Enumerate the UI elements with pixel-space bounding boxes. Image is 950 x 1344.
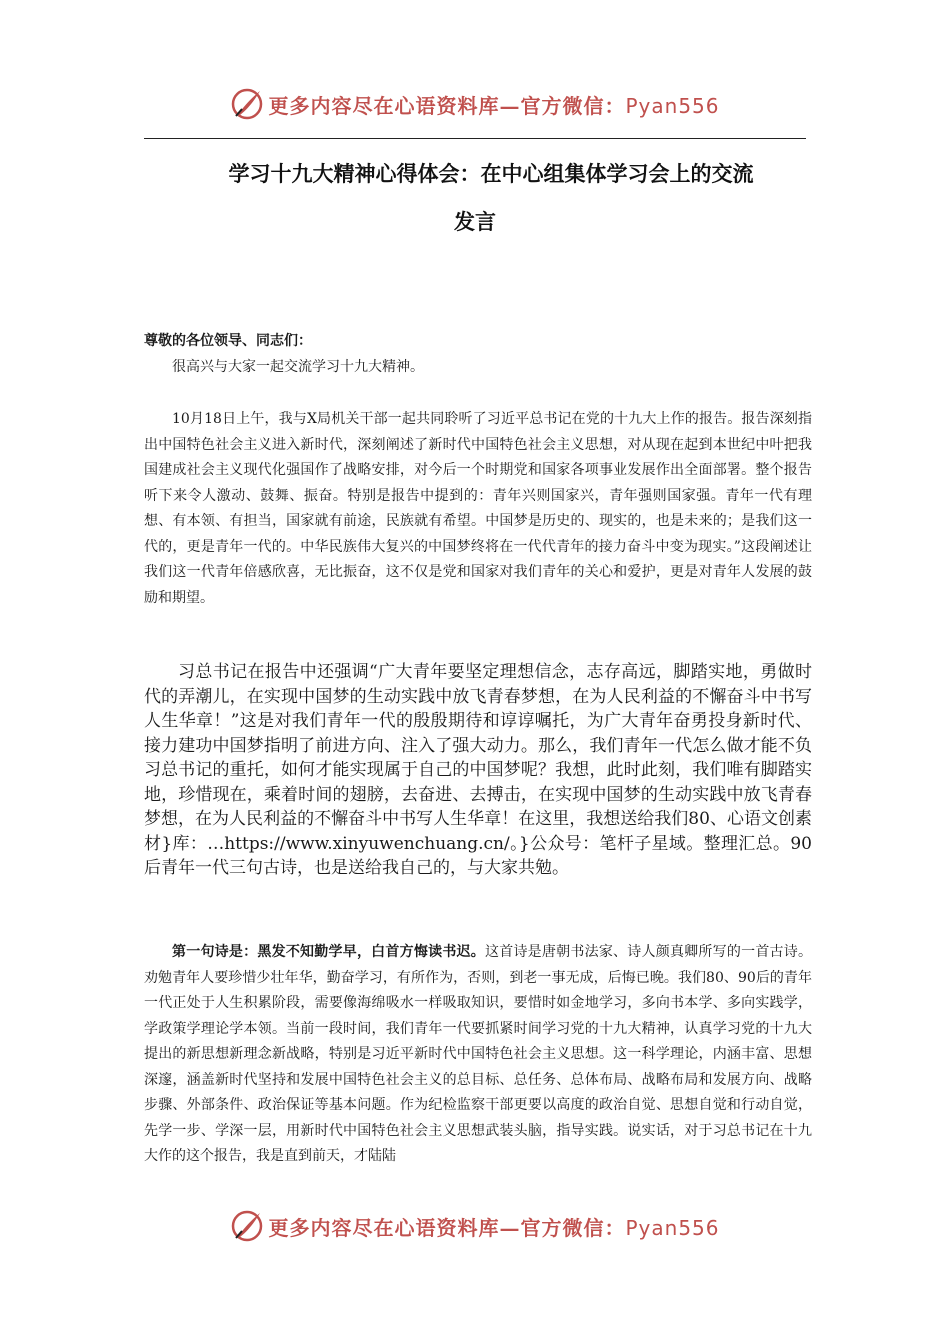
paragraph-2: 10月18日上午，我与X局机关干部一起共同聆听了习近平总书记在党的十九大上作的报告。报告深刻指出中国特色社会主义进入新时代，深刻阐述了新时代中国特色社会主义思想，对从现在起到本世纪中叶把我国建成社会主义现代化强国作了战略安排，对今后一个时期党和国家各项事业发展作出全面部署。整个报告听下来令人激动、鼓舞、振奋。特别是报告中提到的：青年兴则国家兴，青年强则国家强。青年一代有理想、有本领、有担当，国家就有前途，民族就有希望。中国梦是历史的、现实的，也是未来的；是我们这一代的，更是青年一代的。中华民族伟大复兴的中国梦终将在一代代青年的接力奋斗中变为现实。”这段阐述让我们这一代青年倍感欣喜，无比振奋，这不仅是党和国家对我们青年的关心和爱护，更是对青年人发展的鼓励和期望。 xyxy=(144,411,812,606)
banner-wechat: Pyan556 xyxy=(625,1215,720,1240)
banner-text: 更多内容尽在心语资料库—官方微信：Pyan556 xyxy=(268,1215,720,1240)
document-title-line-2: 发言 xyxy=(454,210,496,234)
paragraph-4 xyxy=(144,940,812,1170)
banner-text: 更多内容尽在心语资料库—官方微信：Pyan556 xyxy=(268,93,720,118)
paragraph-4-lead: 第一句诗是：黑发不知勤学早，白首方悔读书迟。 xyxy=(172,944,485,960)
header-banner xyxy=(0,86,950,122)
header-divider xyxy=(144,138,806,139)
quill-logo-icon xyxy=(230,1209,264,1243)
footer-banner xyxy=(0,1208,950,1244)
salutation: 尊敬的各位领导、同志们： xyxy=(144,333,312,349)
paragraph-3: 习总书记在报告中还强调“广大青年要坚定理想信念，志存高远，脚踏实地，勇做时代的弄潮儿，在实现中国梦的生动实践中放飞青春梦想，在为人民利益的不懈奋斗中书写人生华章！”这是对我们青年一代的殷殷期待和谆谆嘱托，为广大青年奋勇投身新时代、接力建功中国梦指明了前进方向、注入了强大动力。那么，我们青年一代怎么做才能不负习总书记的重托，如何才能实现属于自己的中国梦呢？我想，此时此刻，我们唯有脚踏实地，珍惜现在，乘着时间的翅膀，去奋进、去搏击，在实现中国梦的生动实践中放飞青春梦想，在为人民利益的不懈奋斗中书写人生华章！在这里，我想送给我们80、心语文创素材}库：…https://www.xinyuwenchuang.cn/。}公众号：笔杆子星域。整理汇总。90后青年一代三句古诗，也是送给我自己的，与大家共勉。 xyxy=(144,662,812,878)
document-title-line-1: 学习十九大精神心得体会：在中心组集体学习会上的交流 xyxy=(228,162,754,186)
quill-logo-icon xyxy=(230,87,264,121)
banner-wechat: Pyan556 xyxy=(625,93,720,118)
paragraph-4-body: 这首诗是唐朝书法家、诗人颜真卿所写的一首古诗。劝勉青年人要珍惜少壮年华，勤奋学习，有所作为，否则，到老一事无成，后悔已晚。我们80、90后的青年一代正处于人生积累阶段，需要像海绵吸水一样吸取知识，要惜时如金地学习，多向书本学、多向实践学，学政策学理论学本领。当前一段时间，我们青年一代要抓紧时间学习党的十九大精神，认真学习党的十九大提出的新思想新理念新战略，特别是习近平新时代中国特色社会主义思想。这一科学理论，内涵丰富、思想深邃，涵盖新时代坚持和发展中国特色社会主义的总目标、总任务、总体布局、战略布局和发展方向、战略步骤、外部条件、政治保证等基本问题。作为纪检监察干部更要以高度的政治自觉、思想自觉和行动自觉，先学一步、学深一层，用新时代中国特色社会主义思想武装头脑，指导实践。说实话，对于习总书记在十九大作的这个报告，我是直到前天，才陆陆 xyxy=(144,944,812,1164)
paragraph-1: 很高兴与大家一起交流学习十九大精神。 xyxy=(172,359,424,375)
